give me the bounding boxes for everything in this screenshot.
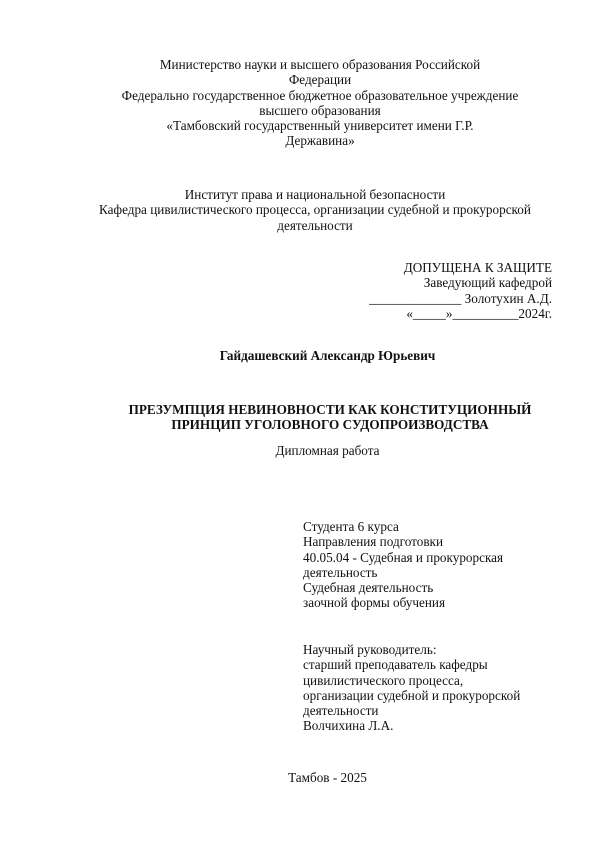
student-line: Направления подготовки bbox=[303, 534, 444, 550]
student-line: Судебная деятельность bbox=[303, 580, 434, 596]
student-line: 40.05.04 - Судебная и прокурорская bbox=[303, 549, 504, 565]
institute-department bbox=[80, 187, 550, 233]
supervisor-line: организации судебной и прокурорской bbox=[303, 687, 521, 703]
thesis-title bbox=[60, 402, 595, 433]
supervisor-info bbox=[303, 642, 563, 734]
supervisor-line: деятельности bbox=[303, 703, 379, 719]
approval-line: Заведующий кафедрой bbox=[423, 275, 552, 291]
supervisor-line: Научный руководитель: bbox=[303, 642, 437, 657]
header-line: Министерство науки и высшего образования Российской bbox=[159, 57, 481, 72]
supervisor-line: Волчихина Л.А. bbox=[303, 718, 394, 734]
supervisor-line: старший преподаватель кафедры bbox=[303, 657, 488, 673]
header-line: высшего образования bbox=[259, 102, 381, 118]
institute-line: деятельности bbox=[277, 217, 353, 233]
approval-line: ДОПУЩЕНА К ЗАЩИТЕ bbox=[403, 260, 552, 275]
approval-block bbox=[292, 260, 552, 321]
author-name: Гайдашевский Александр Юрьевич bbox=[219, 348, 436, 363]
work-type: Дипломная работа bbox=[275, 443, 380, 458]
student-info bbox=[303, 519, 563, 611]
title-line: ПРЕЗУМПЦИЯ НЕВИНОВНОСТИ КАК КОНСТИТУЦИОННЫЙ bbox=[128, 402, 532, 417]
institute-line: Кафедра цивилистического процесса, организации судебной и прокурорской bbox=[99, 202, 531, 218]
title-line: ПРИНЦИП УГОЛОВНОГО СУДОПРОИЗВОДСТВА bbox=[171, 417, 489, 433]
supervisor-line: цивилистического процесса, bbox=[303, 672, 464, 688]
city-year: Тамбов - 2025 bbox=[288, 770, 367, 785]
approval-date-line: «_____»__________2024г. bbox=[406, 305, 552, 321]
student-line: заочной формы обучения bbox=[303, 595, 446, 611]
header-line: Федерально государственное бюджетное образовательное учреждение bbox=[121, 87, 519, 103]
student-line: деятельность bbox=[303, 564, 378, 580]
student-line: Студента 6 курса bbox=[303, 519, 399, 534]
institute-line: Институт права и национальной безопасности bbox=[184, 187, 446, 202]
header-line: «Тамбовский государственный университет имени Г.Р. bbox=[166, 118, 474, 134]
header-line: Державина» bbox=[285, 133, 355, 149]
approval-signature-line: ______________ Золотухин А.Д. bbox=[369, 290, 552, 306]
header-line: Федерации bbox=[288, 72, 352, 88]
ministry-header bbox=[90, 57, 550, 149]
